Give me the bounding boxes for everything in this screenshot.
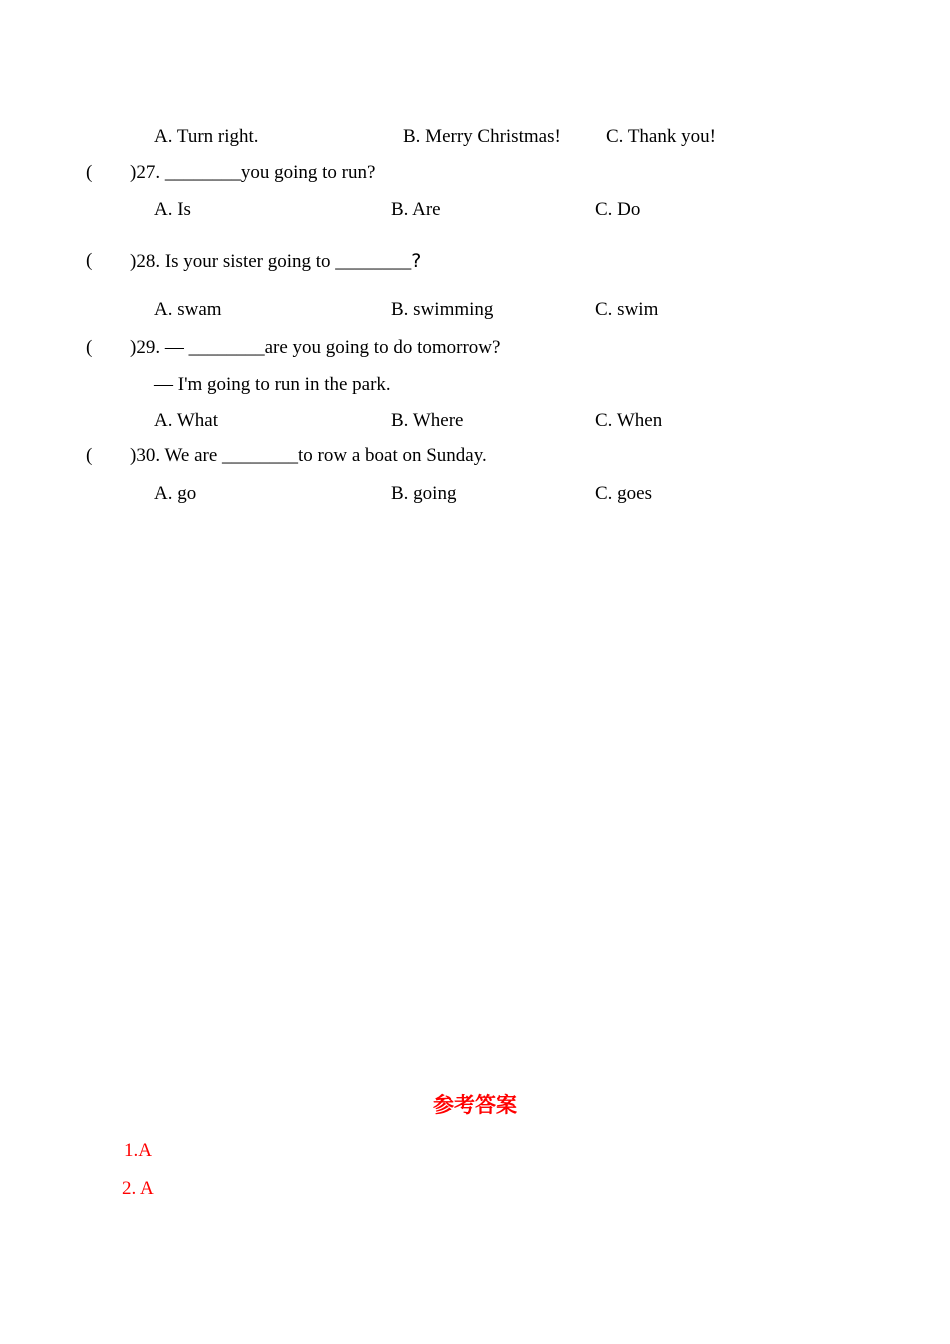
answer-item-1: 1.A (124, 1140, 152, 1161)
q26-option-c: C. Thank you! (606, 126, 716, 147)
q26-option-a: A. Turn right. (154, 126, 259, 147)
q28-option-a: A. swam (154, 299, 222, 320)
q30-option-c: C. goes (595, 483, 652, 504)
q27-text: )27. ________you going to run? (130, 162, 376, 183)
q27-bracket: ( (86, 162, 93, 183)
q30-option-b: B. going (391, 483, 457, 504)
q27-option-a: A. Is (154, 199, 191, 220)
q28-option-c: C. swim (595, 299, 659, 320)
q30-text: )30. We are ________to row a boat on Sunday. (130, 445, 487, 466)
q29-option-a: A. What (154, 410, 219, 431)
q27-option-b: B. Are (391, 199, 441, 220)
q28-text-line (130, 250, 421, 273)
q28-bracket: ( (86, 250, 93, 271)
q29-option-b: B. Where (391, 410, 464, 431)
answer-key-title: 参考答案 (433, 1093, 517, 1117)
q29-reply: — I'm going to run in the park. (154, 374, 391, 395)
q29-bracket: ( (86, 337, 93, 358)
q30-bracket: ( (86, 445, 93, 466)
q26-option-b: B. Merry Christmas! (403, 126, 561, 147)
q27-option-c: C. Do (595, 199, 641, 220)
q28-option-b: B. swimming (391, 299, 494, 320)
q28-question-mark: ? (411, 250, 422, 272)
q29-option-c: C. When (595, 410, 663, 431)
q29-text: )29. — ________are you going to do tomorrow? (130, 337, 501, 358)
answer-item-2: 2. A (122, 1178, 154, 1199)
q28-text: )28. Is your sister going to ________ (130, 251, 412, 272)
q30-option-a: A. go (154, 483, 197, 504)
